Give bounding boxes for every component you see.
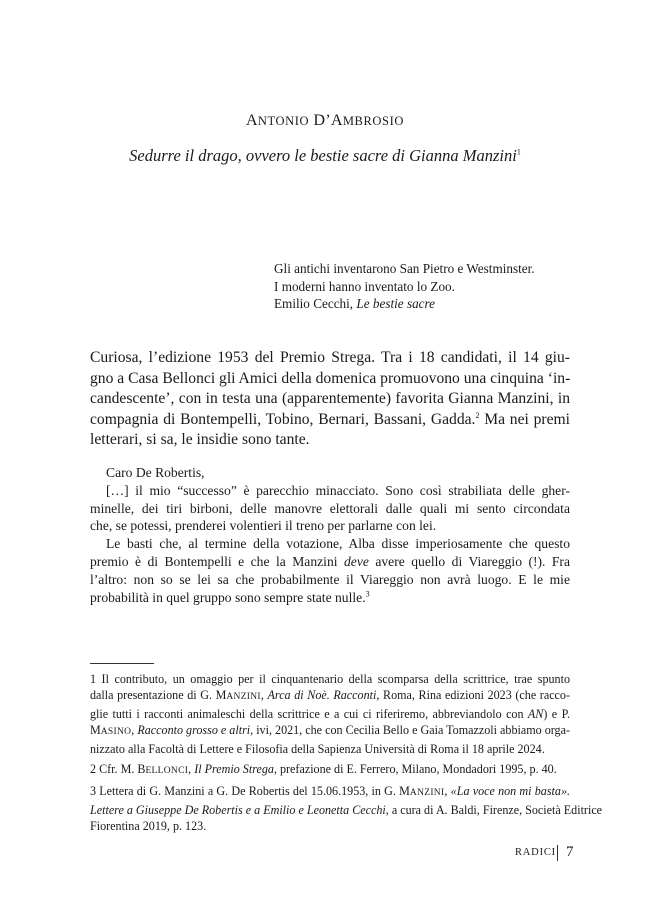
epigraph-line-1: Gli antichi inventarono San Pietro e Westminster. xyxy=(274,261,535,276)
epigraph xyxy=(274,260,535,313)
running-head-divider xyxy=(557,845,558,861)
footnote-work-title: Racconto grosso e altri xyxy=(137,723,251,738)
footnote-ref-2[interactable]: 2 xyxy=(475,410,480,420)
letter-line: […] il mio “successo” è parecchio minacciato. Sono così strabiliata delle gher- xyxy=(106,482,570,498)
footnote-work-title: Arca di Noè. Racconti xyxy=(267,688,377,703)
letter-salutation: Caro De Robertis, xyxy=(106,465,205,480)
footnote-separator xyxy=(90,663,154,664)
footnote-smallcaps: ANZINI xyxy=(226,692,261,703)
letter-emphasis: deve xyxy=(343,553,369,569)
footnote-3-line xyxy=(90,802,603,818)
paragraph-line-text: Ma nei premi xyxy=(479,410,570,428)
footnote-work-title: «La voce non mi basta». xyxy=(450,784,571,799)
author-initial: A xyxy=(246,112,258,129)
footnote-text: , Roma, Rina edizioni 2023 (che racco- xyxy=(376,688,571,703)
footnote-text: , ivi, 2021, che con Cecilia Bello e Gaia Tomazzoli abbiamo orga- xyxy=(250,723,570,738)
article-author xyxy=(0,112,650,130)
page-number: 7 xyxy=(566,844,574,860)
epigraph-source-author: Emilio Cecchi, xyxy=(274,296,357,311)
author-last-name-rest: MBROSIO xyxy=(342,114,404,128)
footnote-smallcaps: ASINO xyxy=(100,727,132,738)
footnote-text: , prefazione di E. Ferrero, Milano, Mondadori 1995, p. 40. xyxy=(273,762,557,777)
footnote-work-title: Il Premio Strega xyxy=(194,762,274,777)
letter-line: l’altro: non so se lei sa che probabilmente il Viareggio non avrà luogo. E le mie xyxy=(90,571,570,587)
footnote-text: , a cura di A. Baldi, Firenze, Società Editrice xyxy=(385,802,603,817)
footnote-3-line: 3 Lettera di G. Manzini a G. De Robertis del 15.06.1953, in G. MANZINI, «La voce non mi basta». xyxy=(90,784,571,799)
article-title-text: Sedurre il drago, ovvero le bestie sacre di Gianna Manzini xyxy=(129,146,517,165)
footnote-text: dalla presentazione di G. M xyxy=(90,688,227,703)
body-paragraph xyxy=(90,348,570,451)
letter-line-text: premio è di Bontempelli e che la Manzini xyxy=(90,553,344,569)
letter-quotation xyxy=(90,464,570,606)
footnote-text: 2 Cfr. M. B xyxy=(90,762,146,777)
footnote-abbrev: AN xyxy=(527,706,544,721)
paragraph-line: candescente’, con in testa una (apparentemente) favorita Gianna Manzini, in xyxy=(90,390,570,408)
paragraph-line xyxy=(90,410,570,431)
footnote-work-title: Lettere a Giuseppe De Robertis e a Emilio e Leonetta Cecchi xyxy=(90,802,386,817)
letter-line-text: avere quello di Viareggio (!). Fra xyxy=(368,553,570,569)
footnote-1-line: nizzato alla Facoltà di Lettere e Filosofia della Sapienza Università di Roma il 18 aprile 2024. xyxy=(90,741,545,756)
footnote-smallcaps: ANZINI xyxy=(409,788,445,799)
epigraph-source-work: Le bestie sacre xyxy=(356,296,436,311)
author-first-name-rest: NTONIO xyxy=(257,114,310,128)
epigraph-line-2: I moderni hanno inventato lo Zoo. xyxy=(274,278,455,294)
paragraph-line: gno a Casa Bellonci gli Amici della domenica promuovono una cinquina ‘in- xyxy=(90,369,571,387)
footnote-1-line xyxy=(90,706,570,722)
paragraph-line-text: compagnia di Bontempelli, Tobino, Bernari, Bassani, Gadda. xyxy=(90,410,476,428)
footnote-text: 3 Lettera di G. Manzini a G. De Robertis del 15.06.1953, in G. M xyxy=(90,784,410,799)
footnote-1-line: 1 Il contributo, un omaggio per il cinquantenario della scomparsa della scrittrice, trae spunto xyxy=(90,672,570,686)
letter-line: minelle, dei tiri birboni, delle manovre elettorali dalle quali mi sento circondata xyxy=(90,500,570,516)
letter-line xyxy=(90,589,570,607)
letter-line xyxy=(90,553,570,571)
epigraph-source xyxy=(274,295,535,313)
author-last-initial: D’A xyxy=(313,112,343,129)
footnote-smallcaps: ELLONCI xyxy=(145,766,189,777)
letter-line-text: probabilità in quel gruppo sono sempre state nulle. xyxy=(90,589,366,605)
title-footnote-ref[interactable]: 1 xyxy=(516,147,521,157)
footnote-text: glie tutti i racconti animaleschi della scrittrice e a cui ci riferiremo, abbreviandolo con xyxy=(90,706,528,721)
footnote-3-line: Fiorentina 2019, p. 123. xyxy=(90,819,207,834)
letter-line: che, se potessi, prenderei volentieri il treno per parlarne con lei. xyxy=(90,518,437,534)
paragraph-line: Curiosa, l’edizione 1953 del Premio Strega. Tra i 18 candidati, il 14 giu- xyxy=(90,349,570,366)
footnote-text: M xyxy=(90,723,101,738)
article-title xyxy=(0,146,650,166)
paragraph-line: letterari, si sa, le insidie sono tante. xyxy=(90,431,310,449)
footnote-ref-3[interactable]: 3 xyxy=(365,589,370,599)
footnote-text: ) e P. xyxy=(543,706,570,721)
letter-line: Le basti che, al termine della votazione, Alba disse imperiosamente che questo xyxy=(106,536,570,552)
footnote-1-line: MASINO, Racconto grosso e altri, ivi, 2021, che con Cecilia Bello e Gaia Tomazzoli abbiamo orga- xyxy=(90,723,570,738)
footnote-1-line: dalla presentazione di G. MANZINI, Arca di Noè. Racconti, Roma, Rina edizioni 2023 (che racco- xyxy=(90,688,571,703)
footnotes xyxy=(90,671,603,835)
footnote-2: 2 Cfr. M. BELLONCI, Il Premio Strega, prefazione di E. Ferrero, Milano, Mondadori 1995, p. 40. xyxy=(90,762,557,777)
running-head: RADICI xyxy=(515,847,556,858)
